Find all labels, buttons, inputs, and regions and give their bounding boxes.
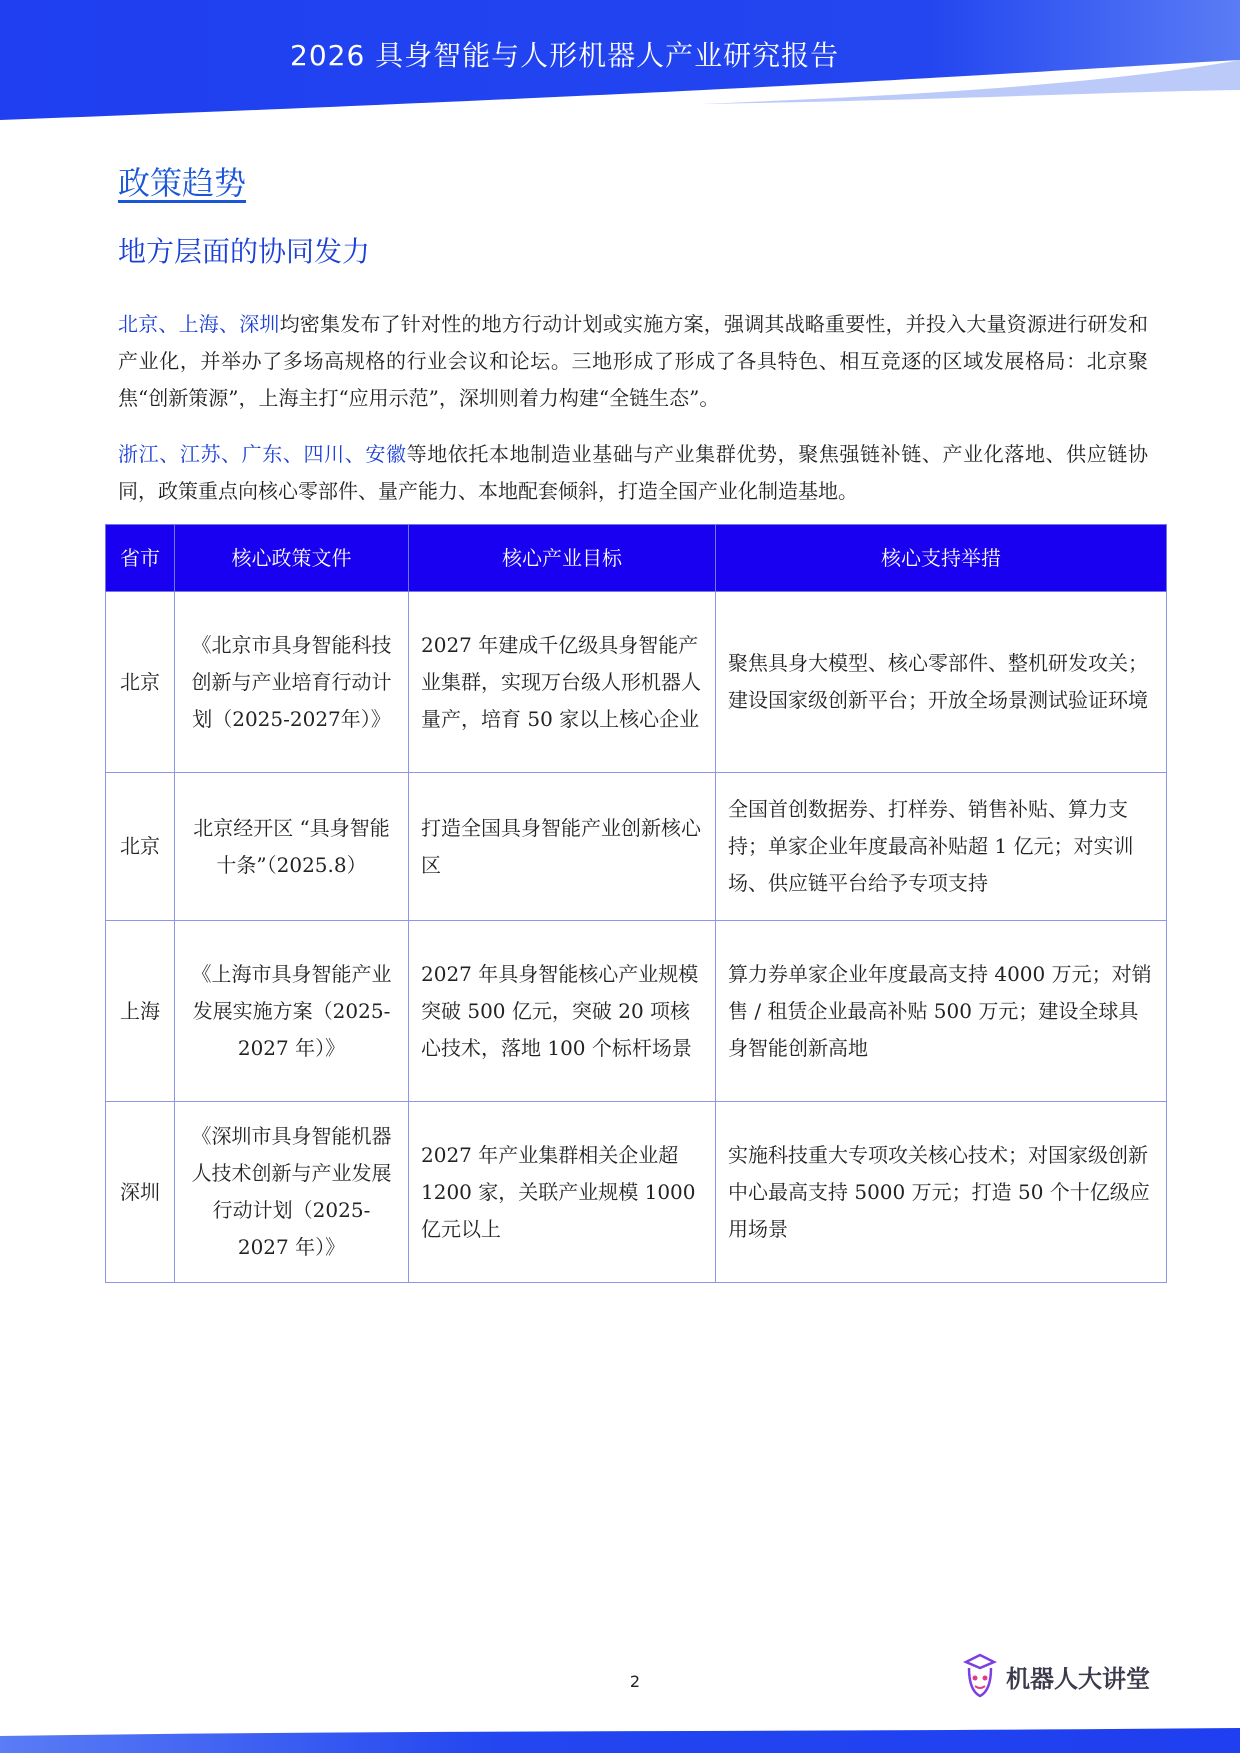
- cell-city: 深圳: [106, 1102, 175, 1283]
- report-title: 2026 具身智能与人形机器人产业研究报告: [290, 39, 840, 72]
- brand-logo: [962, 1650, 1150, 1702]
- highlight-provinces: 浙江、江苏、广东、四川、安徽: [118, 442, 407, 466]
- cell-industry-goal: 2027 年产业集群相关企业超 1200 家，关联产业规模 1000 亿元以上: [409, 1102, 716, 1283]
- logo-text: 机器人大讲堂: [1006, 1664, 1150, 1693]
- page-number: 2: [629, 1672, 641, 1691]
- cell-industry-goal: 打造全国具身智能产业创新核心区: [409, 773, 716, 921]
- paragraph-text: 等地依托本地制造业基础与产业集群优势，聚焦强链补链、产业化落地、供应链协同，政策重点向核心零部件、量产能力、本地配套倾斜，打造全国产业化制造基地。: [118, 442, 1149, 503]
- paragraph-major-cities: [118, 306, 1148, 417]
- header-band: [0, 0, 1240, 125]
- cell-industry-goal: 2027 年建成千亿级具身智能产业集群，实现万台级人形机器人量产，培育 50 家以上核心企业: [409, 592, 716, 773]
- policy-table: [105, 524, 1167, 1283]
- cell-policy-doc: 《深圳市具身智能机器人技术创新与产业发展行动计划（2025-2027 年）》: [175, 1102, 409, 1283]
- table-row: [106, 592, 1167, 773]
- section-subtitle: 地方层面的协同发力: [118, 235, 371, 268]
- cell-policy-doc: 北京经开区 “具身智能十条”（2025.8）: [175, 773, 409, 921]
- table-row: [106, 773, 1167, 921]
- table-row: [106, 1102, 1167, 1283]
- table-row: [106, 921, 1167, 1102]
- table-header-row: [106, 525, 1167, 592]
- cell-city: 上海: [106, 921, 175, 1102]
- header-city: 省市: [106, 525, 175, 592]
- header-industry-goal: 核心产业目标: [409, 525, 716, 592]
- robot-head-icon: [962, 1652, 998, 1700]
- header-policy-doc: 核心政策文件: [175, 525, 409, 592]
- header-support-measures: 核心支持举措: [716, 525, 1167, 592]
- cell-policy-doc: 《上海市具身智能产业发展实施方案（2025-2027 年）》: [175, 921, 409, 1102]
- cell-city: 北京: [106, 592, 175, 773]
- cell-support-measures: 全国首创数据券、打样券、销售补贴、算力支持；单家企业年度最高补贴超 1 亿元；对实训场、供应链平台给予专项支持: [716, 773, 1167, 921]
- cell-support-measures: 算力券单家企业年度最高支持 4000 万元；对销售 / 租赁企业最高补贴 500 万元；建设全球具身智能创新高地: [716, 921, 1167, 1102]
- cell-city: 北京: [106, 773, 175, 921]
- paragraph-text: 均密集发布了针对性的地方行动计划或实施方案，强调其战略重要性，并投入大量资源进行研发和产业化，并举办了多场高规格的行业会议和论坛。三地形成了形成了各具特色、相互竞逐的区域发展格局：北京聚焦“创新策源”，上海主打“应用示范”，深圳则着力构建“全链生态”。: [118, 312, 1149, 410]
- cell-industry-goal: 2027 年具身智能核心产业规模突破 500 亿元，突破 20 项核心技术，落地 100 个标杆场景: [409, 921, 716, 1102]
- cell-support-measures: 实施科技重大专项攻关核心技术；对国家级创新中心最高支持 5000 万元；打造 50 个十亿级应用场景: [716, 1102, 1167, 1283]
- highlight-cities: 北京、上海、深圳: [118, 312, 280, 336]
- cell-support-measures: 聚焦具身大模型、核心零部件、整机研发攻关；建设国家级创新平台；开放全场景测试验证环境: [716, 592, 1167, 773]
- footer-band: [0, 1728, 1240, 1753]
- paragraph-provinces: [118, 436, 1148, 510]
- cell-policy-doc: 《北京市具身智能科技创新与产业培育行动计划（2025-2027年）》: [175, 592, 409, 773]
- section-title: 政策趋势: [118, 164, 247, 202]
